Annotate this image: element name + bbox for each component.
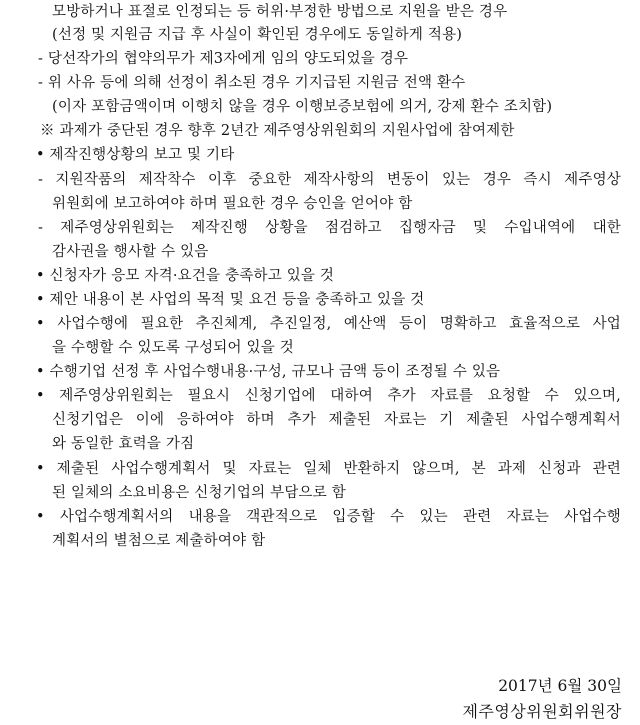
text-line: 계획서의 별첨으로 제출하여야 함 — [52, 533, 266, 549]
note-line: ※ 과제가 중단된 경우 향후 2년간 제주영상위원회의 지원사업에 참여제한 — [40, 123, 515, 139]
list-item: - 제주영상위원회는 제작진행 상황을 점검하고 집행자금 및 수입내역에 대한 — [38, 220, 621, 236]
text-line: (선정 및 지원금 지급 후 사실이 확인된 경우에도 동일하게 적용) — [52, 27, 463, 43]
list-item: • 수행기업 선정 후 사업수행내용·구성, 규모나 금액 등이 조정될 수 있음 — [36, 364, 501, 380]
text-line: 모방하거나 표절로 인정되는 등 허위·부정한 방법으로 지원을 받은 경우 — [52, 4, 508, 20]
text-line: 을 수행할 수 있도록 구성되어 있을 것 — [52, 340, 294, 356]
list-item: • 사업수행계획서의 내용을 객관적으로 입증할 수 있는 관련 자료는 사업수행 — [36, 509, 621, 525]
list-item: • 신청자가 응모 자격·요건을 충족하고 있을 것 — [36, 268, 335, 284]
list-item: • 제작진행상황의 보고 및 기타 — [36, 147, 235, 163]
list-item: - 위 사유 등에 의해 선정이 취소된 경우 기지급된 지원금 전액 환수 — [38, 75, 466, 91]
signatory: 제주영상위원회위원장 — [462, 702, 622, 721]
text-line: 된 일체의 소요비용은 신청기업의 부담으로 함 — [52, 485, 346, 501]
text-line: 와 동일한 효력을 가짐 — [52, 436, 195, 452]
text-line: (이자 포함금액이며 이행치 않을 경우 이행보증보험에 의거, 강제 환수 조치함) — [52, 99, 553, 115]
document-date: 2017년 6월 30일 — [498, 677, 622, 695]
list-item: • 제안 내용이 본 사업의 목적 및 요건 등을 충족하고 있을 것 — [36, 292, 425, 308]
list-item: • 사업수행에 필요한 추진체계, 추진일정, 예산액 등이 명확하고 효율적으로 사업 — [36, 316, 621, 332]
text-line: 위원회에 보고하여야 하며 필요한 경우 승인을 얻어야 함 — [52, 196, 413, 212]
list-item: • 제주영상위원회는 필요시 신청기업에 대하여 추가 자료를 요청할 수 있으며, — [36, 388, 621, 404]
text-line: 감사권을 행사할 수 있음 — [52, 244, 209, 260]
text-line: 신청기업은 이에 응하여야 하며 추가 제출된 자료는 기 제출된 사업수행계획서 — [52, 412, 621, 428]
list-item: • 제출된 사업수행계획서 및 자료는 일체 반환하지 않으며, 본 과제 신청과 관련 — [36, 461, 621, 477]
list-item: - 당선작가의 협약의무가 제3자에게 임의 양도되었을 경우 — [38, 51, 409, 67]
list-item: - 지원작품의 제작착수 이후 중요한 제작사항의 변동이 있는 경우 즉시 제주영상 — [38, 172, 621, 188]
